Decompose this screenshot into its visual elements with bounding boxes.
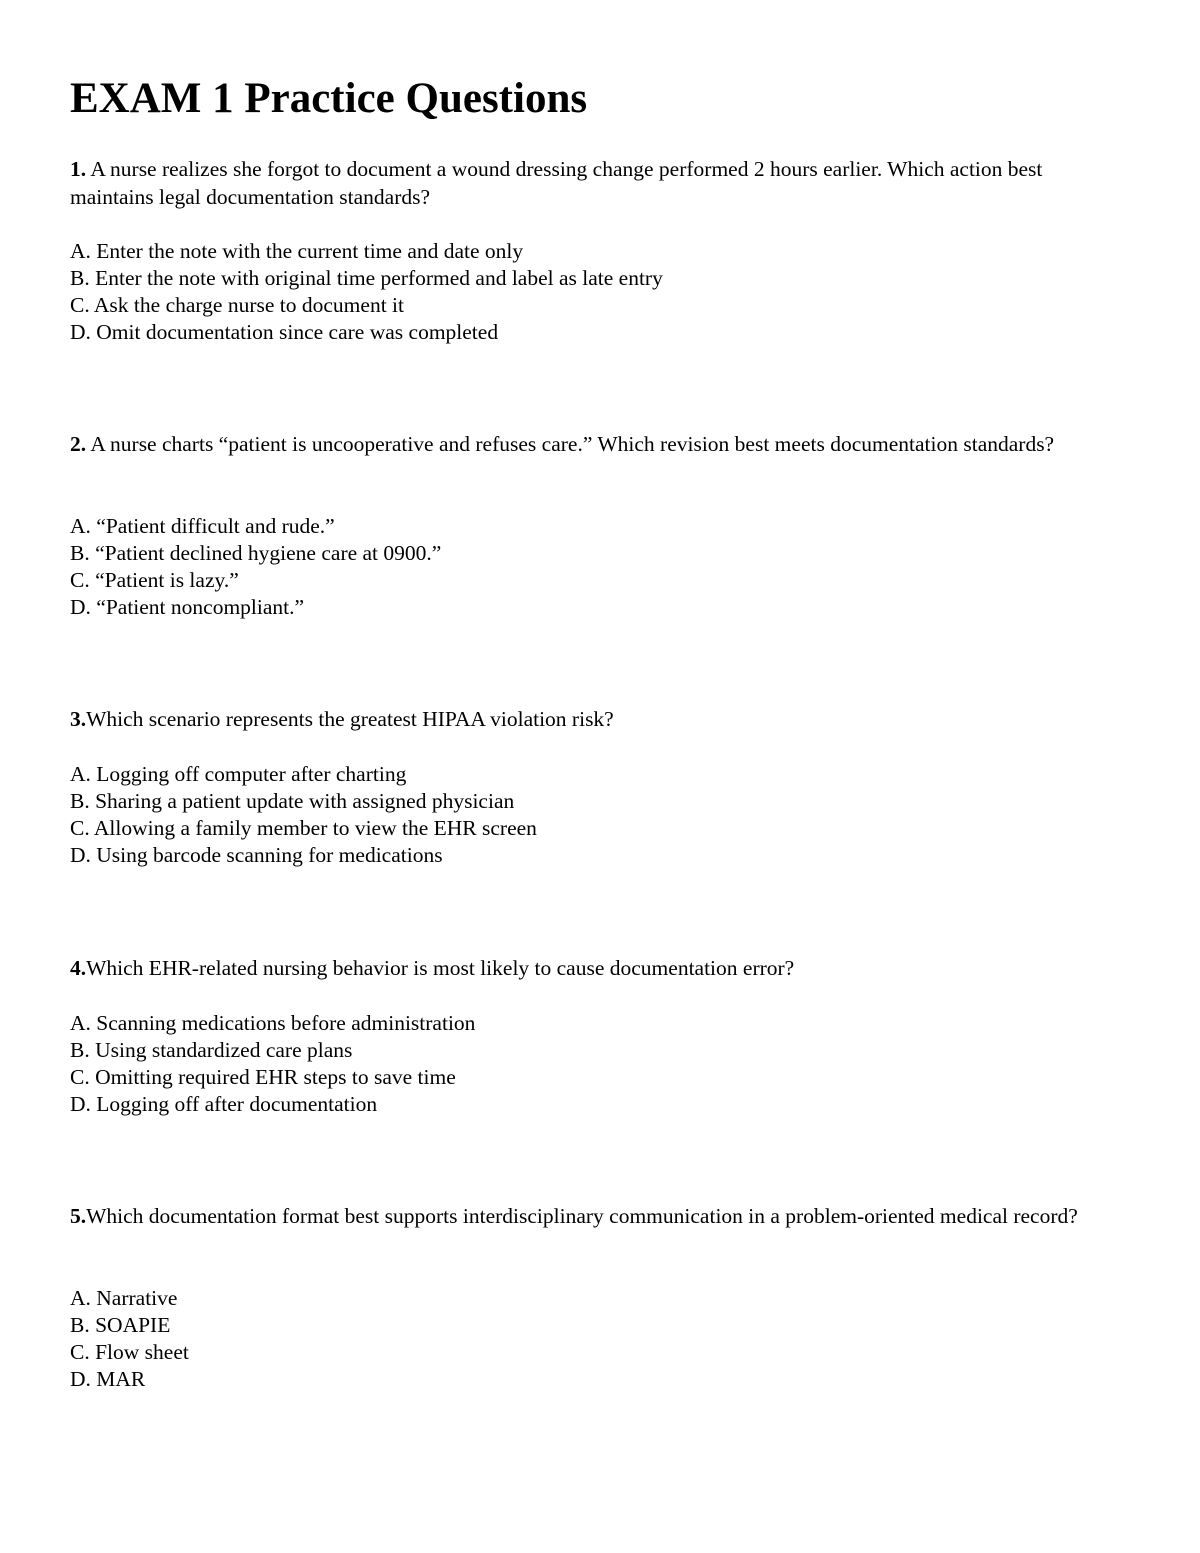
page-title: EXAM 1 Practice Questions [70, 75, 588, 122]
option-a: A. “Patient difficult and rude.” [70, 514, 335, 538]
answer-options [70, 238, 663, 346]
question-stem [70, 430, 1130, 458]
option-d: D. Omit documentation since care was completed [70, 320, 499, 344]
option-b: B. Sharing a patient update with assigned physician [70, 789, 515, 813]
option-a: A. Logging off computer after charting [70, 762, 407, 786]
question-text: Which scenario represents the greatest HIPAA violation risk? [86, 707, 614, 731]
option-c: C. Allowing a family member to view the EHR screen [70, 816, 537, 840]
option-d: D. Logging off after documentation [70, 1092, 378, 1116]
question-text: Which EHR-related nursing behavior is most likely to cause documentation error? [86, 956, 795, 980]
answer-options [70, 1285, 189, 1393]
answer-options [70, 1010, 475, 1118]
option-b: B. Enter the note with original time performed and label as late entry [70, 266, 663, 290]
question-stem [70, 1202, 1130, 1230]
question-4 [70, 954, 1130, 1116]
answer-options [70, 513, 441, 621]
question-number: 2. [70, 432, 87, 456]
option-a: A. Enter the note with the current time and date only [70, 239, 524, 263]
question-number: 1. [70, 157, 87, 181]
question-1 [70, 155, 1130, 344]
option-b: B. SOAPIE [70, 1313, 171, 1337]
question-stem [70, 155, 1130, 211]
option-c: C. Flow sheet [70, 1340, 189, 1364]
question-number: 4. [70, 956, 87, 980]
option-b: B. “Patient declined hygiene care at 0900.” [70, 541, 442, 565]
option-c: C. Ask the charge nurse to document it [70, 293, 404, 317]
option-c: C. “Patient is lazy.” [70, 568, 239, 592]
option-c: C. Omitting required EHR steps to save time [70, 1065, 456, 1089]
question-3 [70, 705, 1130, 867]
option-b: B. Using standardized care plans [70, 1038, 353, 1062]
question-stem [70, 954, 1130, 982]
answer-options [70, 761, 537, 869]
question-stem [70, 705, 1130, 733]
question-text: Which documentation format best supports interdisciplinary communication in a problem-oriented medical record? [86, 1204, 1078, 1228]
question-text: A nurse charts “patient is uncooperative and refuses care.” Which revision best meets documentation standards? [86, 432, 1055, 456]
option-d: D. “Patient noncompliant.” [70, 595, 305, 619]
question-number: 5. [70, 1204, 87, 1228]
question-text: A nurse realizes she forgot to document a wound dressing change performed 2 hours earlier. Which action best maintains legal documentation standards? [70, 157, 1043, 209]
option-d: D. MAR [70, 1367, 146, 1391]
question-2 [70, 430, 1130, 619]
question-5 [70, 1202, 1130, 1391]
question-number: 3. [70, 707, 87, 731]
option-d: D. Using barcode scanning for medications [70, 843, 443, 867]
option-a: A. Scanning medications before administration [70, 1011, 476, 1035]
option-a: A. Narrative [70, 1286, 178, 1310]
